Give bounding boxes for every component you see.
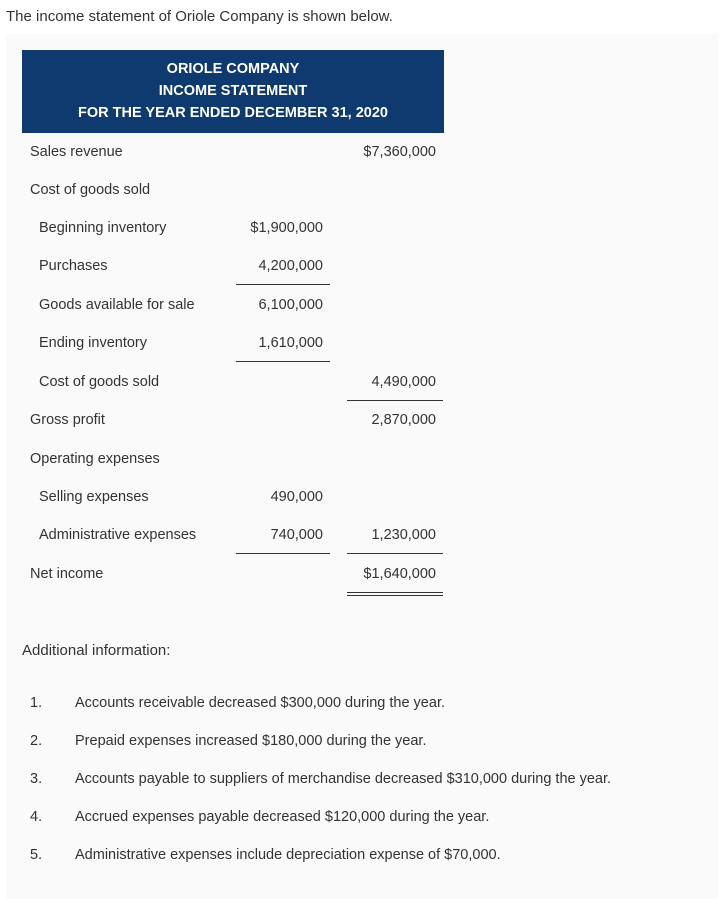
admin-expenses-label: Administrative expenses bbox=[39, 527, 197, 543]
sales-revenue-label: Sales revenue bbox=[30, 144, 123, 160]
total-opex-underline bbox=[347, 553, 443, 554]
cogs-heading: Cost of goods sold bbox=[30, 182, 151, 198]
purchases-label: Purchases bbox=[39, 258, 108, 274]
cogs-total-label: Cost of goods sold bbox=[39, 374, 160, 390]
purchases-underline bbox=[236, 284, 330, 285]
cogs-total-underline bbox=[347, 400, 443, 401]
item-number: 4. bbox=[30, 809, 43, 825]
item-text: Accounts receivable decreased $300,000 during the year. bbox=[75, 695, 445, 711]
statement-title: INCOME STATEMENT bbox=[158, 83, 308, 99]
statement-header bbox=[22, 50, 444, 133]
statement-period: FOR THE YEAR ENDED DECEMBER 31, 2020 bbox=[78, 105, 388, 121]
beginning-inventory-amount: $1,900,000 bbox=[250, 220, 323, 236]
item-text: Administrative expenses include depreciation expense of $70,000. bbox=[75, 847, 501, 863]
additional-info-heading: Additional information: bbox=[22, 642, 171, 659]
item-number: 3. bbox=[30, 771, 43, 787]
sales-revenue-amount: $7,360,000 bbox=[363, 144, 436, 160]
item-number: 5. bbox=[30, 847, 43, 863]
selling-expenses-amount: 490,000 bbox=[270, 489, 323, 505]
ending-inventory-label: Ending inventory bbox=[39, 335, 148, 351]
intro-text: The income statement of Oriole Company is shown below. bbox=[6, 8, 393, 25]
net-income-amount: $1,640,000 bbox=[363, 566, 436, 582]
net-income-double-underline-bottom bbox=[347, 595, 443, 596]
item-text: Accrued expenses payable decreased $120,000 during the year. bbox=[75, 809, 490, 825]
admin-expenses-amount: 740,000 bbox=[270, 527, 323, 543]
gross-profit-label: Gross profit bbox=[30, 412, 105, 428]
goods-available-amount: 6,100,000 bbox=[258, 297, 323, 313]
goods-available-label: Goods available for sale bbox=[39, 297, 195, 313]
item-text: Prepaid expenses increased $180,000 during the year. bbox=[75, 733, 427, 749]
net-income-label: Net income bbox=[30, 566, 104, 582]
ending-inventory-amount: 1,610,000 bbox=[258, 335, 323, 351]
selling-expenses-label: Selling expenses bbox=[39, 489, 149, 505]
company-name: ORIOLE COMPANY bbox=[166, 61, 300, 77]
item-number: 1. bbox=[30, 695, 43, 711]
ending-inventory-underline bbox=[236, 361, 330, 362]
item-number: 2. bbox=[30, 733, 43, 749]
net-income-double-underline-top bbox=[347, 592, 443, 593]
beginning-inventory-label: Beginning inventory bbox=[39, 220, 167, 236]
gross-profit-amount: 2,870,000 bbox=[371, 412, 436, 428]
cogs-total-amount: 4,490,000 bbox=[371, 374, 436, 390]
admin-expenses-underline bbox=[236, 553, 330, 554]
total-opex-amount: 1,230,000 bbox=[371, 527, 436, 543]
opex-heading: Operating expenses bbox=[30, 451, 160, 467]
purchases-amount: 4,200,000 bbox=[258, 258, 323, 274]
item-text: Accounts payable to suppliers of merchandise decreased $310,000 during the year. bbox=[75, 771, 612, 787]
